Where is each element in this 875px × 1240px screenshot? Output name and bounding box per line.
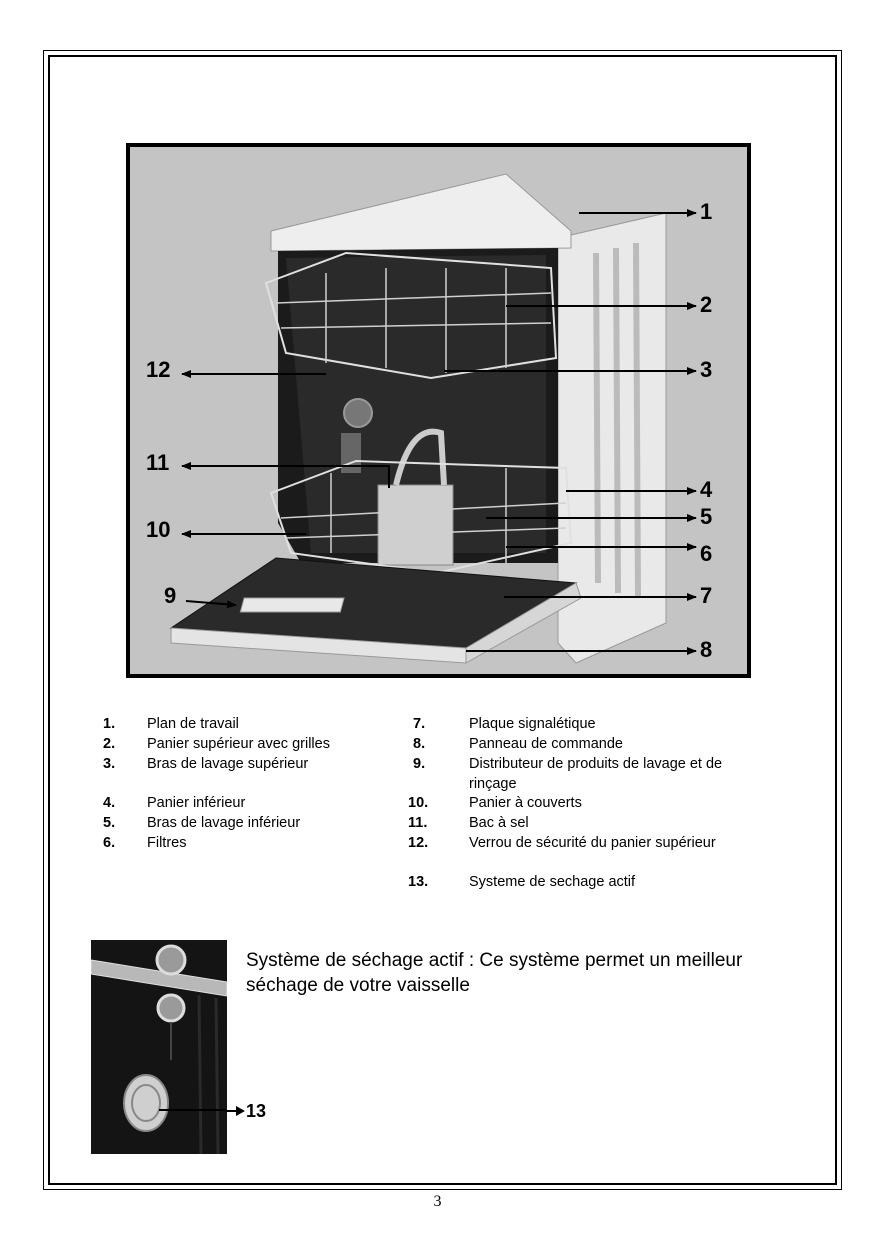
legend-item: 6. Filtres: [103, 835, 187, 851]
callout-11: 11: [146, 450, 170, 475]
callout-13: 13: [246, 1101, 267, 1121]
dishwasher-diagram: [126, 143, 751, 678]
legend-item: 7. Plaque signalétique: [413, 716, 596, 732]
callout-2: 2: [700, 292, 713, 317]
drying-system-photo: [91, 940, 227, 1154]
callout-9: 9: [164, 583, 177, 608]
legend-item: 4. Panier inférieur: [103, 795, 246, 811]
legend-item: 5. Bras de lavage inférieur: [103, 815, 301, 831]
legend-item: 13. Systeme de sechage actif: [408, 874, 636, 890]
drying-system-description: Système de séchage actif : Ce système permet un meilleur séchage de votre vaisselle: [246, 950, 743, 996]
legend-item: 3. Bras de lavage supérieur: [103, 756, 309, 772]
drying-system-illustration: [91, 940, 227, 1154]
legend-item: 11. Bac à sel: [408, 815, 529, 831]
callout-3: 3: [700, 357, 713, 382]
callout-4: 4: [700, 477, 713, 502]
legend-item: 10. Panier à couverts: [408, 795, 582, 811]
callout-5: 5: [700, 504, 713, 529]
callout-6: 6: [700, 541, 713, 566]
page-number: 3: [433, 1193, 442, 1210]
callout-10: 10: [146, 517, 171, 542]
legend-item: 9. Distributeur de produits de lavage et de rinçage: [413, 756, 723, 792]
legend-item: 1. Plan de travail: [103, 716, 239, 732]
callout-7: 7: [700, 583, 713, 608]
callout-13-arrow: [226, 1104, 246, 1118]
legend-right: [408, 714, 758, 892]
callout-1: 1: [700, 199, 713, 224]
legend-item: 8. Panneau de commande: [413, 736, 623, 752]
legend-item: 12. Verrou de sécurité du panier supérieur: [408, 835, 716, 851]
callout-8: 8: [700, 637, 713, 662]
callout-12: 12: [146, 357, 171, 382]
legend-item: 2. Panier supérieur avec grilles: [103, 736, 330, 752]
legend-left: [103, 714, 393, 853]
